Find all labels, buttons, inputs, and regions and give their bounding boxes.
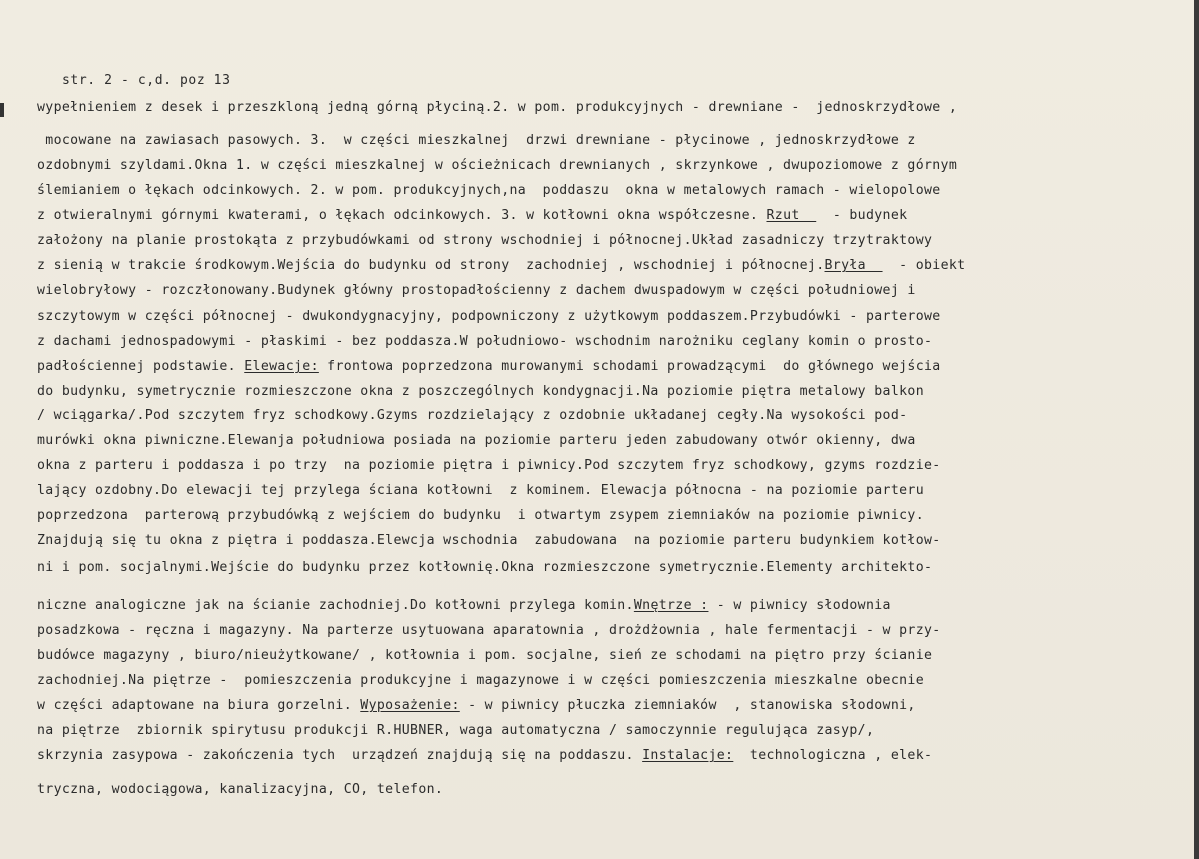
text-line bbox=[37, 183, 1195, 198]
text-segment: ślemianiem o łękach odcinkowych. 2. w pom. produkcyjnych,na poddaszu okna w metalowych ramach - wielopolowe bbox=[37, 183, 941, 198]
text-line bbox=[37, 233, 1195, 248]
section-heading: Wnętrze : bbox=[633, 598, 709, 613]
text-line bbox=[37, 408, 1195, 423]
section-heading: Elewacje: bbox=[244, 359, 319, 374]
text-segment: na piętrze zbiornik spirytusu produkcji R.HUBNER, waga automatyczna / samoczynnie regulująca zasyp/, bbox=[37, 723, 875, 738]
text-segment: z sienią w trakcie środkowym.Wejścia do budynku od strony zachodniej , wschodniej i północnej. bbox=[37, 258, 825, 273]
text-line bbox=[37, 384, 1195, 399]
text-segment: padłościennej podstawie. bbox=[37, 359, 245, 374]
section-heading: Wyposażenie: bbox=[360, 698, 460, 713]
text-segment: mocowane na zawiasach pasowych. 3. w części mieszkalnej drzwi drewniane - płycinowe , jednoskrzydłowe z bbox=[37, 133, 916, 148]
text-line bbox=[37, 309, 1195, 324]
text-segment: budówce magazyny , biuro/nieużytkowane/ , kotłownia i pom. socjalne, sień ze schodami na piętro przy ścianie bbox=[37, 648, 933, 663]
section-heading: Bryła bbox=[824, 258, 883, 273]
text-line bbox=[37, 133, 1195, 148]
text-line bbox=[37, 533, 1195, 548]
text-segment: - obiekt bbox=[882, 258, 966, 273]
text-line bbox=[37, 334, 1195, 349]
text-segment: / wciągarka/.Pod szczytem fryz schodkowy.Gzyms rozdzielający z ozdobnie układanej cegły.Na wysokości pod- bbox=[37, 408, 908, 423]
text-line bbox=[37, 258, 1195, 273]
text-line bbox=[37, 623, 1195, 638]
text-segment: ozdobnymi szyldami.Okna 1. w części mieszkalnej w ościeżnicach drewnianych , skrzynkowe , dwupoziomowe z górnym bbox=[37, 158, 958, 173]
text-line bbox=[37, 283, 1195, 298]
text-segment: wielobryłowy - rozczłonowany.Budynek główny prostopadłościenny z dachem dwuspadowym w części południowej i bbox=[37, 283, 916, 298]
text-line bbox=[37, 782, 1195, 797]
section-heading: Rzut bbox=[766, 208, 817, 223]
text-line bbox=[37, 673, 1195, 688]
text-line bbox=[37, 359, 1195, 374]
text-line bbox=[37, 598, 1195, 613]
text-segment: lający ozdobny.Do elewacji tej przylega ściana kotłowni z kominem. Elewacja północna - na poziomie parteru bbox=[37, 483, 924, 498]
text-segment: okna z parteru i poddasza i po trzy na poziomie piętra i piwnicy.Pod szczytem fryz schodkowy, gzyms rozdzie- bbox=[37, 458, 941, 473]
text-line bbox=[37, 458, 1195, 473]
text-segment: - budynek bbox=[816, 208, 908, 223]
page-header: str. 2 - c,d. poz 13 bbox=[62, 73, 231, 88]
text-segment: poprzedzona parterową przybudówką z wejściem do budynku i otwartym zsypem ziemniaków na poziomie piwnicy. bbox=[37, 508, 924, 523]
text-line bbox=[37, 723, 1195, 738]
text-segment: tryczna, wodociągowa, kanalizacyjna, CO, telefon. bbox=[37, 782, 444, 797]
text-line bbox=[37, 508, 1195, 523]
text-segment: niczne analogiczne jak na ścianie zachodniej.Do kotłowni przylega komin. bbox=[37, 598, 634, 613]
text-segment: skrzynia zasypowa - zakończenia tych urządzeń znajdują się na poddaszu. bbox=[37, 748, 643, 763]
section-heading: Instalacje: bbox=[642, 748, 734, 763]
text-line bbox=[37, 208, 1195, 223]
text-line bbox=[37, 648, 1195, 663]
margin-mark bbox=[0, 103, 4, 117]
text-line bbox=[37, 560, 1195, 575]
text-segment: - w piwnicy płuczka ziemniaków , stanowiska słodowni, bbox=[459, 698, 916, 713]
text-segment: wypełnieniem z desek i przeszkloną jedną górną płyciną.2. w pom. produkcyjnych - drewniane - jednoskrzydłowe , bbox=[37, 100, 958, 115]
text-segment: posadzkowa - ręczna i magazyny. Na parterze usytuowana aparatownia , drożdżownia , hale fermentacji - w przy- bbox=[37, 623, 941, 638]
text-segment: - w piwnicy słodownia bbox=[708, 598, 891, 613]
text-line bbox=[37, 698, 1195, 713]
text-line bbox=[37, 748, 1195, 763]
text-segment: z dachami jednospadowymi - płaskimi - bez poddasza.W południowo- wschodnim narożniku ceglany komin o prosto- bbox=[37, 334, 933, 349]
text-segment: założony na planie prostokąta z przybudówkami od strony wschodniej i północnej.Układ zasadniczy trzytraktowy bbox=[37, 233, 933, 248]
text-segment: zachodniej.Na piętrze - pomieszczenia produkcyjne i magazynowe i w części pomieszczenia mieszkalne obecnie bbox=[37, 673, 924, 688]
text-segment: technologiczna , elek- bbox=[733, 748, 933, 763]
text-segment: w części adaptowane na biura gorzelni. bbox=[37, 698, 361, 713]
text-segment: szczytowym w części północnej - dwukondygnacyjny, podpowniczony z użytkowym poddaszem.Przybudówki - parterowe bbox=[37, 309, 941, 324]
text-segment: do budynku, symetrycznie rozmieszczone okna z poszczególnych kondygnacji.Na poziomie piętra metalowy balkon bbox=[37, 384, 924, 399]
text-line bbox=[37, 158, 1195, 173]
text-line bbox=[37, 100, 1195, 115]
text-line bbox=[37, 433, 1195, 448]
text-segment: frontowa poprzedzona murowanymi schodami prowadzącymi do głównego wejścia bbox=[318, 359, 941, 374]
text-segment: Znajdują się tu okna z piętra i poddasza.Elewcja wschodnia zabudowana na poziomie parteru budynkiem kotłow- bbox=[37, 533, 941, 548]
text-segment: ni i pom. socjalnymi.Wejście do budynku przez kotłownię.Okna rozmieszczone symetrycznie.Elementy architekto- bbox=[37, 560, 933, 575]
text-segment: murówki okna piwniczne.Elewanja południowa posiada na poziomie parteru jeden zabudowany otwór okienny, dwa bbox=[37, 433, 916, 448]
text-line bbox=[37, 483, 1195, 498]
text-segment: z otwieralnymi górnymi kwaterami, o łękach odcinkowych. 3. w kotłowni okna współczesne. bbox=[37, 208, 767, 223]
